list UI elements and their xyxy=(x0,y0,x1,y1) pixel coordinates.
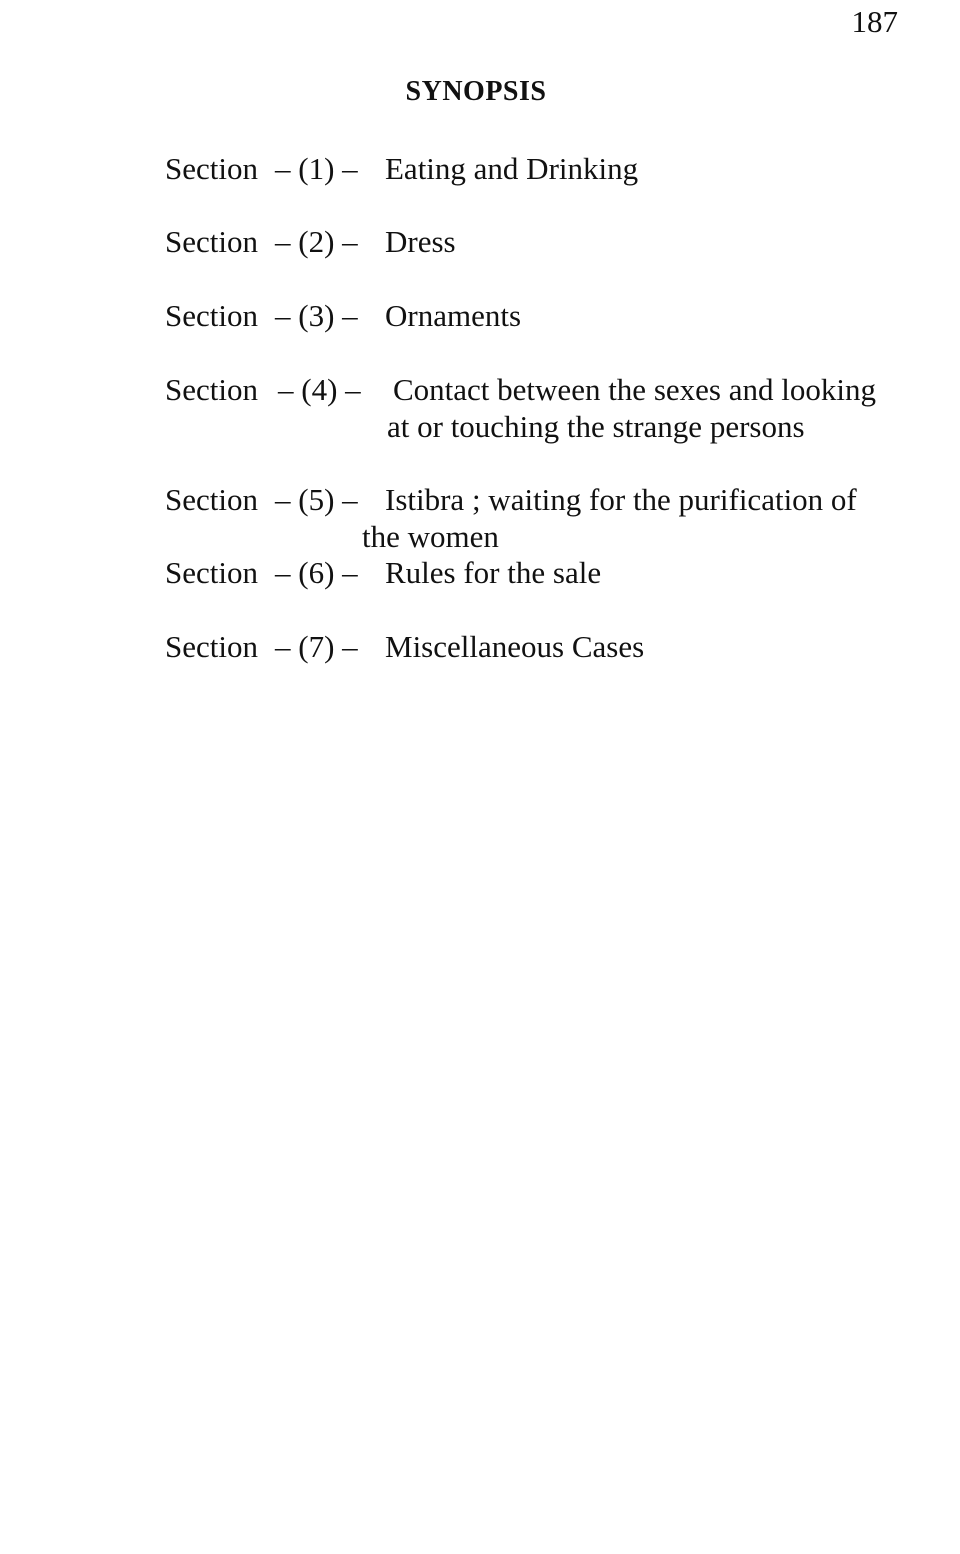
page-title-text: SYNOPSIS xyxy=(405,76,547,107)
section-number: – (5) – xyxy=(275,482,358,517)
section-number: – (3) – xyxy=(275,298,358,333)
section-label: Section xyxy=(165,372,258,407)
section-title: Rules for the sale xyxy=(385,555,602,590)
section-label: Section xyxy=(165,224,258,259)
section-title: Ornaments xyxy=(385,298,522,333)
section-label: Section xyxy=(165,151,258,186)
section-label: Section xyxy=(165,298,258,333)
section-title: Dress xyxy=(385,224,456,259)
section-label: Section xyxy=(165,555,258,590)
section-number: – (4) – xyxy=(278,372,361,407)
page-title xyxy=(0,76,960,108)
section-number: – (6) – xyxy=(275,555,358,590)
section-title: Contact between the sexes and looking xyxy=(393,372,876,407)
section-title: Miscellaneous Cases xyxy=(385,629,645,664)
section-number: – (2) – xyxy=(275,224,358,259)
section-title-continuation: the women xyxy=(362,519,499,554)
section-title: Eating and Drinking xyxy=(385,151,639,186)
section-number: – (7) – xyxy=(275,629,358,664)
section-label: Section xyxy=(165,482,258,517)
section-label: Section xyxy=(165,629,258,664)
section-number: – (1) – xyxy=(275,151,358,186)
page-number: 187 xyxy=(851,4,898,39)
section-title: Istibra ; waiting for the purification of xyxy=(385,482,857,517)
section-title-continuation: at or touching the strange persons xyxy=(387,409,805,444)
